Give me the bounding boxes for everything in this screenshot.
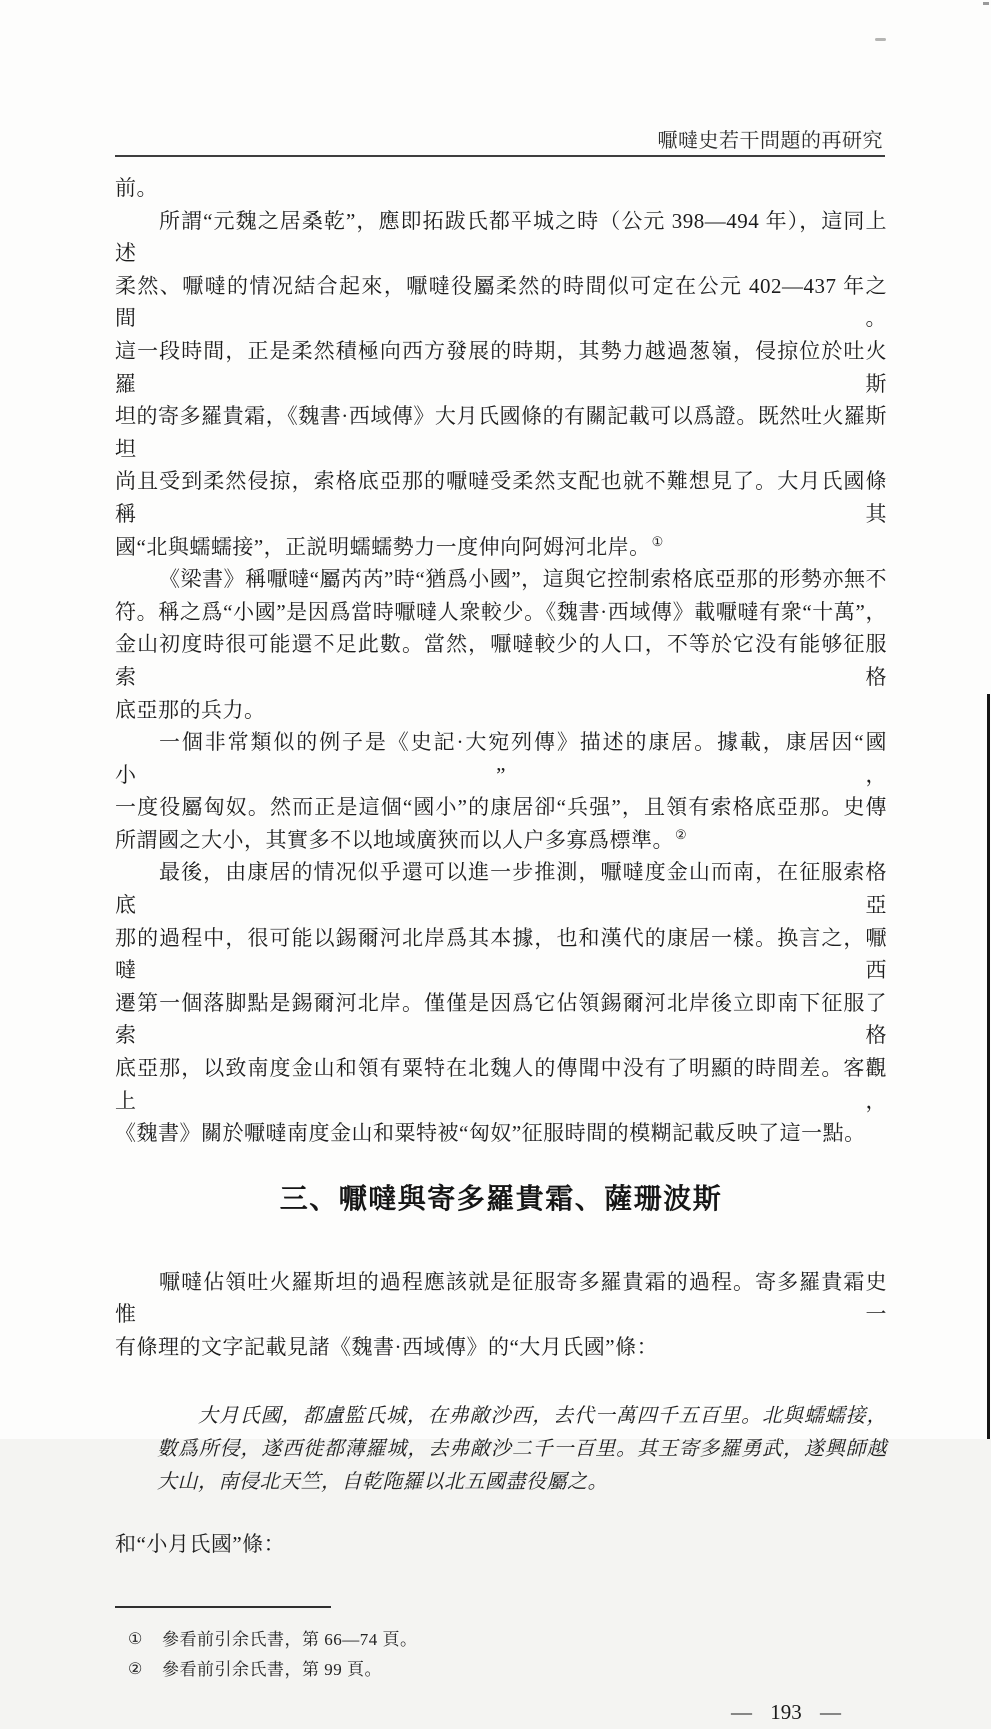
footnote-divider: [115, 1606, 331, 1608]
text-line: [115, 205, 887, 270]
text-line: [115, 856, 887, 921]
content: [115, 172, 887, 1729]
line-text: 《魏書》關於嚈噠南度金山和粟特被“匈奴”征服時間的模糊記載反映了這一點。: [115, 1121, 866, 1146]
line-text: 底亞那，以致南度金山和領有粟特在北魏人的傳聞中没有了明顯的時間差。客觀上，: [115, 1056, 887, 1113]
line-text: 金山初度時很可能還不足此數。當然，嚈噠較少的人口，不等於它没有能够征服索格: [115, 632, 887, 689]
paragraph: [115, 1528, 887, 1561]
line-text: 大月氏國，都盧監氏城，在弗敵沙西，去代一萬四千五百里。北與蠕蠕接，: [198, 1404, 887, 1427]
line-text: 國“北與蠕蠕接”，正説明蠕蠕勢力一度伸向阿姆河北岸。: [115, 534, 651, 559]
block-quote: [157, 1400, 887, 1499]
running-header: 嚈噠史若干問題的再研究: [657, 130, 883, 152]
paragraph: [115, 563, 887, 726]
footnote-ref: ②: [675, 826, 688, 842]
text-line: [157, 1433, 887, 1466]
scan-edge-line: [987, 694, 990, 1439]
text-line: [115, 791, 887, 824]
footnote-ref: ①: [651, 533, 664, 549]
page-number: — 193 —: [731, 1700, 841, 1725]
text-line: [115, 596, 887, 629]
line-text: 大山，南侵北天竺，自乾陁羅以北五國盡役屬之。: [157, 1470, 608, 1493]
line-text: 所謂“元魏之居桑乾”，應即拓跋氏都平城之時（公元 398—494 年），這同上述: [115, 208, 887, 266]
line-text: 和“小月氏國”條：: [115, 1531, 286, 1556]
text-line: [115, 1117, 887, 1150]
paragraph: [115, 1266, 887, 1364]
line-text: 那的過程中，很可能以錫爾河北岸爲其本據，也和漢代的康居一樣。换言之，嚈噠西: [115, 925, 887, 983]
text-line: [115, 726, 887, 791]
text-line: [115, 694, 887, 727]
line-text: 底亞那的兵力。: [115, 697, 266, 722]
line-text: 一個非常類似的例子是《史記·大宛列傳》描述的康居。據載，康居因“國小”，: [115, 730, 887, 787]
footnotes-list: [115, 1625, 887, 1685]
text-line: [115, 400, 887, 465]
footnote-text: 參看前引余氏書，第 99 頁。: [162, 1660, 382, 1680]
footnote-text: 參看前引余氏書，第 66—74 頁。: [162, 1630, 418, 1650]
line-text: 前。: [115, 176, 158, 200]
text-line: [157, 1466, 887, 1499]
scan-speck: [875, 38, 886, 41]
paragraph: [115, 205, 887, 564]
text-line: [115, 1266, 887, 1331]
text-line: [115, 922, 887, 987]
scan-edge-dot: [983, 2, 989, 5]
text-line: [115, 335, 887, 400]
text-line: [157, 1400, 887, 1433]
line-text: 尚且受到柔然侵掠，索格底亞那的嚈噠受柔然支配也就不難想見了。大月氏國條稱其: [115, 469, 887, 526]
footnote-item: [128, 1625, 887, 1655]
line-text: 這一段時間，正是柔然積極向西方發展的時期，其勢力越過葱嶺，侵掠位於吐火羅斯: [115, 338, 887, 396]
line-text: 坦的寄多羅貴霜，《魏書·西域傳》大月氏國條的有關記載可以爲證。既然吐火羅斯坦: [115, 404, 887, 461]
paragraph: [115, 726, 887, 856]
line-text: 符。稱之爲“小國”是因爲當時嚈噠人衆較少。《魏書·西域傳》載嚈噠有衆“十萬”，: [115, 599, 887, 624]
text-line: [115, 824, 887, 857]
line-text: 最後，由康居的情况似乎還可以進一步推測，嚈噠度金山而南，在征服索格底亞: [115, 860, 887, 918]
line-text: 數爲所侵，遂西徙都薄羅城，去弗敵沙二千一百里。其王寄多羅勇武，遂興師越: [157, 1437, 887, 1460]
paragraph: [115, 172, 887, 205]
line-text: 所謂國之大小，其實多不以地域廣狹而以人户多寡爲標準。: [115, 827, 674, 852]
footnote-item: [128, 1655, 887, 1685]
line-text: 一度役屬匈奴。然而正是這個“國小”的康居卻“兵强”，且領有索格底亞那。史傳: [115, 795, 887, 820]
header-rule: [115, 155, 885, 157]
text-line: [115, 1528, 887, 1561]
line-text: 《梁書》稱嚈噠“屬芮芮”時“猶爲小國”，這與它控制索格底亞那的形勢亦無不: [159, 567, 887, 592]
line-text: 有條理的文字記載見諸《魏書·西域傳》的“大月氏國”條：: [115, 1335, 659, 1359]
section-heading: 三、嚈噠與寄多羅貴霜、薩珊波斯: [279, 1183, 723, 1215]
text-line: [115, 172, 887, 205]
text-line: [115, 628, 887, 693]
text-line: [115, 987, 887, 1052]
text-line: [115, 465, 887, 530]
paragraph: [115, 856, 887, 1149]
text-line: [115, 563, 887, 596]
line-text: 遷第一個落脚點是錫爾河北岸。僅僅是因爲它佔領錫爾河北岸後立即南下征服了索格: [115, 990, 887, 1048]
line-text: 柔然、嚈噠的情况結合起來，嚈噠役屬柔然的時間似可定在公元 402—437 年之間。: [115, 273, 887, 331]
text-line: [115, 1052, 887, 1117]
line-text: 嚈噠佔領吐火羅斯坦的過程應該就是征服寄多羅貴霜的過程。寄多羅貴霜史惟一: [115, 1269, 887, 1327]
text-line: [115, 531, 887, 564]
footnote-marker: ②: [128, 1661, 143, 1679]
text-line: [115, 270, 887, 335]
footnote-marker: ①: [128, 1631, 143, 1649]
text-line: [115, 1331, 887, 1364]
